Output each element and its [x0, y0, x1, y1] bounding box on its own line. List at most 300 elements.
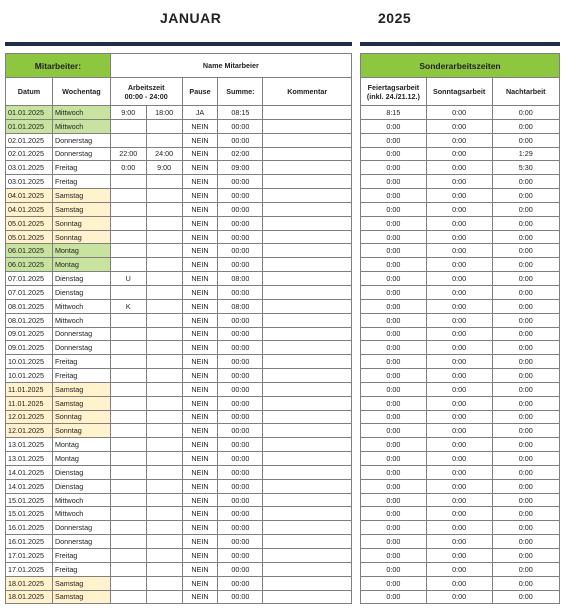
summe-cell[interactable]: 00:00 [218, 341, 263, 355]
feiertag-cell[interactable]: 0:00 [361, 119, 427, 133]
sonntag-cell[interactable]: 0:00 [426, 438, 492, 452]
pause-cell[interactable]: NEIN [182, 355, 218, 369]
nacht-cell[interactable]: 0:00 [492, 382, 559, 396]
start-time-cell[interactable] [110, 369, 146, 383]
summe-cell[interactable]: 00:00 [218, 493, 263, 507]
start-time-cell[interactable]: 22:00 [110, 147, 146, 161]
summe-cell[interactable]: 00:00 [218, 438, 263, 452]
end-time-cell[interactable] [146, 133, 182, 147]
end-time-cell[interactable] [146, 396, 182, 410]
sonntag-cell[interactable]: 0:00 [426, 507, 492, 521]
datum-cell[interactable]: 17.01.2025 [6, 549, 53, 563]
nacht-cell[interactable]: 0:00 [492, 175, 559, 189]
datum-cell[interactable]: 03.01.2025 [6, 175, 53, 189]
kommentar-cell[interactable] [263, 535, 352, 549]
start-time-cell[interactable] [110, 562, 146, 576]
pause-cell[interactable]: NEIN [182, 230, 218, 244]
feiertag-cell[interactable]: 0:00 [361, 576, 427, 590]
datum-cell[interactable]: 18.01.2025 [6, 576, 53, 590]
feiertag-cell[interactable]: 0:00 [361, 299, 427, 313]
pause-cell[interactable]: NEIN [182, 161, 218, 175]
feiertag-cell[interactable]: 0:00 [361, 479, 427, 493]
wochentag-cell[interactable]: Samstag [52, 382, 110, 396]
end-time-cell[interactable] [146, 438, 182, 452]
nacht-cell[interactable]: 0:00 [492, 230, 559, 244]
kommentar-cell[interactable] [263, 272, 352, 286]
summe-cell[interactable]: 09:00 [218, 161, 263, 175]
kommentar-cell[interactable] [263, 230, 352, 244]
end-time-cell[interactable] [146, 535, 182, 549]
summe-cell[interactable]: 00:00 [218, 355, 263, 369]
sonntag-cell[interactable]: 0:00 [426, 562, 492, 576]
summe-cell[interactable]: 00:00 [218, 313, 263, 327]
start-time-cell[interactable] [110, 493, 146, 507]
feiertag-cell[interactable]: 0:00 [361, 438, 427, 452]
feiertag-cell[interactable]: 0:00 [361, 410, 427, 424]
wochentag-cell[interactable]: Dienstag [52, 465, 110, 479]
summe-cell[interactable]: 00:00 [218, 175, 263, 189]
sonntag-cell[interactable]: 0:00 [426, 465, 492, 479]
kommentar-cell[interactable] [263, 424, 352, 438]
wochentag-cell[interactable]: Samstag [52, 202, 110, 216]
wochentag-cell[interactable]: Freitag [52, 175, 110, 189]
feiertag-cell[interactable]: 0:00 [361, 313, 427, 327]
sonntag-cell[interactable]: 0:00 [426, 549, 492, 563]
datum-cell[interactable]: 13.01.2025 [6, 452, 53, 466]
wochentag-cell[interactable]: Sonntag [52, 216, 110, 230]
summe-cell[interactable]: 00:00 [218, 285, 263, 299]
summe-cell[interactable]: 08:00 [218, 272, 263, 286]
pause-cell[interactable]: NEIN [182, 369, 218, 383]
sonntag-cell[interactable]: 0:00 [426, 106, 492, 120]
kommentar-cell[interactable] [263, 521, 352, 535]
end-time-cell[interactable] [146, 230, 182, 244]
sonntag-cell[interactable]: 0:00 [426, 272, 492, 286]
start-time-cell[interactable] [110, 133, 146, 147]
sonntag-cell[interactable]: 0:00 [426, 479, 492, 493]
kommentar-cell[interactable] [263, 438, 352, 452]
pause-cell[interactable]: NEIN [182, 438, 218, 452]
end-time-cell[interactable] [146, 202, 182, 216]
nacht-cell[interactable]: 0:00 [492, 465, 559, 479]
nacht-cell[interactable]: 0:00 [492, 133, 559, 147]
sonntag-cell[interactable]: 0:00 [426, 396, 492, 410]
wochentag-cell[interactable]: Mittwoch [52, 119, 110, 133]
kommentar-cell[interactable] [263, 119, 352, 133]
datum-cell[interactable]: 16.01.2025 [6, 521, 53, 535]
end-time-cell[interactable] [146, 216, 182, 230]
feiertag-cell[interactable]: 0:00 [361, 230, 427, 244]
summe-cell[interactable]: 00:00 [218, 576, 263, 590]
nacht-cell[interactable]: 0:00 [492, 424, 559, 438]
kommentar-cell[interactable] [263, 562, 352, 576]
kommentar-cell[interactable] [263, 479, 352, 493]
nacht-cell[interactable]: 0:00 [492, 189, 559, 203]
end-time-cell[interactable] [146, 272, 182, 286]
kommentar-cell[interactable] [263, 341, 352, 355]
datum-cell[interactable]: 05.01.2025 [6, 230, 53, 244]
kommentar-cell[interactable] [263, 369, 352, 383]
summe-cell[interactable]: 08:00 [218, 299, 263, 313]
wochentag-cell[interactable]: Sonntag [52, 230, 110, 244]
start-time-cell[interactable] [110, 465, 146, 479]
feiertag-cell[interactable]: 8:15 [361, 106, 427, 120]
end-time-cell[interactable] [146, 382, 182, 396]
nacht-cell[interactable]: 0:00 [492, 507, 559, 521]
sonntag-cell[interactable]: 0:00 [426, 410, 492, 424]
feiertag-cell[interactable]: 0:00 [361, 258, 427, 272]
summe-cell[interactable]: 00:00 [218, 452, 263, 466]
datum-cell[interactable]: 14.01.2025 [6, 479, 53, 493]
wochentag-cell[interactable]: Dienstag [52, 272, 110, 286]
pause-cell[interactable]: NEIN [182, 119, 218, 133]
kommentar-cell[interactable] [263, 355, 352, 369]
end-time-cell[interactable] [146, 424, 182, 438]
sonntag-cell[interactable]: 0:00 [426, 216, 492, 230]
wochentag-cell[interactable]: Samstag [52, 576, 110, 590]
start-time-cell[interactable] [110, 244, 146, 258]
end-time-cell[interactable] [146, 175, 182, 189]
start-time-cell[interactable] [110, 355, 146, 369]
sonntag-cell[interactable]: 0:00 [426, 133, 492, 147]
wochentag-cell[interactable]: Freitag [52, 549, 110, 563]
kommentar-cell[interactable] [263, 507, 352, 521]
kommentar-cell[interactable] [263, 175, 352, 189]
pause-cell[interactable]: NEIN [182, 175, 218, 189]
feiertag-cell[interactable]: 0:00 [361, 507, 427, 521]
pause-cell[interactable]: JA [182, 106, 218, 120]
start-time-cell[interactable] [110, 452, 146, 466]
datum-cell[interactable]: 15.01.2025 [6, 507, 53, 521]
feiertag-cell[interactable]: 0:00 [361, 465, 427, 479]
end-time-cell[interactable] [146, 119, 182, 133]
wochentag-cell[interactable]: Samstag [52, 590, 110, 604]
sonntag-cell[interactable]: 0:00 [426, 119, 492, 133]
nacht-cell[interactable]: 0:00 [492, 202, 559, 216]
wochentag-cell[interactable]: Mittwoch [52, 313, 110, 327]
summe-cell[interactable]: 00:00 [218, 410, 263, 424]
kommentar-cell[interactable] [263, 410, 352, 424]
wochentag-cell[interactable]: Freitag [52, 355, 110, 369]
kommentar-cell[interactable] [263, 549, 352, 563]
feiertag-cell[interactable]: 0:00 [361, 452, 427, 466]
end-time-cell[interactable]: 18:00 [146, 106, 182, 120]
datum-cell[interactable]: 11.01.2025 [6, 396, 53, 410]
wochentag-cell[interactable]: Montag [52, 258, 110, 272]
nacht-cell[interactable]: 0:00 [492, 521, 559, 535]
pause-cell[interactable]: NEIN [182, 382, 218, 396]
start-time-cell[interactable] [110, 327, 146, 341]
feiertag-cell[interactable]: 0:00 [361, 549, 427, 563]
nacht-cell[interactable]: 0:00 [492, 258, 559, 272]
summe-cell[interactable]: 00:00 [218, 535, 263, 549]
datum-cell[interactable]: 14.01.2025 [6, 465, 53, 479]
wochentag-cell[interactable]: Mittwoch [52, 493, 110, 507]
nacht-cell[interactable]: 0:00 [492, 479, 559, 493]
datum-cell[interactable]: 09.01.2025 [6, 327, 53, 341]
datum-cell[interactable]: 08.01.2025 [6, 313, 53, 327]
nacht-cell[interactable]: 0:00 [492, 119, 559, 133]
kommentar-cell[interactable] [263, 244, 352, 258]
sonntag-cell[interactable]: 0:00 [426, 355, 492, 369]
datum-cell[interactable]: 05.01.2025 [6, 216, 53, 230]
end-time-cell[interactable] [146, 258, 182, 272]
summe-cell[interactable]: 00:00 [218, 258, 263, 272]
summe-cell[interactable]: 00:00 [218, 479, 263, 493]
end-time-cell[interactable] [146, 507, 182, 521]
summe-cell[interactable]: 00:00 [218, 327, 263, 341]
datum-cell[interactable]: 12.01.2025 [6, 424, 53, 438]
datum-cell[interactable]: 04.01.2025 [6, 202, 53, 216]
start-time-cell[interactable] [110, 549, 146, 563]
pause-cell[interactable]: NEIN [182, 327, 218, 341]
nacht-cell[interactable]: 0:00 [492, 396, 559, 410]
nacht-cell[interactable]: 0:00 [492, 590, 559, 604]
datum-cell[interactable]: 07.01.2025 [6, 285, 53, 299]
nacht-cell[interactable]: 0:00 [492, 562, 559, 576]
datum-cell[interactable]: 16.01.2025 [6, 535, 53, 549]
pause-cell[interactable]: NEIN [182, 576, 218, 590]
end-time-cell[interactable]: 9:00 [146, 161, 182, 175]
sonntag-cell[interactable]: 0:00 [426, 202, 492, 216]
sonntag-cell[interactable]: 0:00 [426, 590, 492, 604]
kommentar-cell[interactable] [263, 285, 352, 299]
start-time-cell[interactable] [110, 396, 146, 410]
start-time-cell[interactable] [110, 438, 146, 452]
start-time-cell[interactable] [110, 202, 146, 216]
start-time-cell[interactable] [110, 590, 146, 604]
sonntag-cell[interactable]: 0:00 [426, 452, 492, 466]
kommentar-cell[interactable] [263, 161, 352, 175]
summe-cell[interactable]: 00:00 [218, 549, 263, 563]
summe-cell[interactable]: 00:00 [218, 369, 263, 383]
pause-cell[interactable]: NEIN [182, 202, 218, 216]
wochentag-cell[interactable]: Freitag [52, 562, 110, 576]
kommentar-cell[interactable] [263, 590, 352, 604]
sonntag-cell[interactable]: 0:00 [426, 341, 492, 355]
datum-cell[interactable]: 17.01.2025 [6, 562, 53, 576]
wochentag-cell[interactable]: Freitag [52, 161, 110, 175]
datum-cell[interactable]: 06.01.2025 [6, 244, 53, 258]
pause-cell[interactable]: NEIN [182, 424, 218, 438]
datum-cell[interactable]: 07.01.2025 [6, 272, 53, 286]
summe-cell[interactable]: 00:00 [218, 465, 263, 479]
end-time-cell[interactable] [146, 562, 182, 576]
end-time-cell[interactable] [146, 576, 182, 590]
end-time-cell[interactable] [146, 244, 182, 258]
start-time-cell[interactable] [110, 479, 146, 493]
summe-cell[interactable]: 00:00 [218, 133, 263, 147]
start-time-cell[interactable] [110, 175, 146, 189]
pause-cell[interactable]: NEIN [182, 535, 218, 549]
start-time-cell[interactable] [110, 382, 146, 396]
summe-cell[interactable]: 00:00 [218, 189, 263, 203]
wochentag-cell[interactable]: Montag [52, 244, 110, 258]
end-time-cell[interactable] [146, 493, 182, 507]
nacht-cell[interactable]: 0:00 [492, 327, 559, 341]
start-time-cell[interactable] [110, 258, 146, 272]
datum-cell[interactable]: 01.01.2025 [6, 106, 53, 120]
sonntag-cell[interactable]: 0:00 [426, 521, 492, 535]
end-time-cell[interactable] [146, 590, 182, 604]
nacht-cell[interactable]: 0:00 [492, 452, 559, 466]
pause-cell[interactable]: NEIN [182, 452, 218, 466]
wochentag-cell[interactable]: Dienstag [52, 479, 110, 493]
start-time-cell[interactable]: 9:00 [110, 106, 146, 120]
end-time-cell[interactable] [146, 341, 182, 355]
sonntag-cell[interactable]: 0:00 [426, 147, 492, 161]
wochentag-cell[interactable]: Dienstag [52, 285, 110, 299]
datum-cell[interactable]: 02.01.2025 [6, 133, 53, 147]
feiertag-cell[interactable]: 0:00 [361, 147, 427, 161]
wochentag-cell[interactable]: Donnerstag [52, 341, 110, 355]
feiertag-cell[interactable]: 0:00 [361, 202, 427, 216]
start-time-cell[interactable] [110, 410, 146, 424]
summe-cell[interactable]: 00:00 [218, 507, 263, 521]
pause-cell[interactable]: NEIN [182, 493, 218, 507]
start-time-cell[interactable]: U [110, 272, 146, 286]
pause-cell[interactable]: NEIN [182, 521, 218, 535]
datum-cell[interactable]: 06.01.2025 [6, 258, 53, 272]
nacht-cell[interactable]: 0:00 [492, 576, 559, 590]
datum-cell[interactable]: 09.01.2025 [6, 341, 53, 355]
wochentag-cell[interactable]: Montag [52, 438, 110, 452]
pause-cell[interactable]: NEIN [182, 285, 218, 299]
pause-cell[interactable]: NEIN [182, 189, 218, 203]
start-time-cell[interactable]: 0:00 [110, 161, 146, 175]
sonntag-cell[interactable]: 0:00 [426, 382, 492, 396]
datum-cell[interactable]: 10.01.2025 [6, 355, 53, 369]
datum-cell[interactable]: 01.01.2025 [6, 119, 53, 133]
nacht-cell[interactable]: 0:00 [492, 216, 559, 230]
datum-cell[interactable]: 10.01.2025 [6, 369, 53, 383]
feiertag-cell[interactable]: 0:00 [361, 216, 427, 230]
start-time-cell[interactable] [110, 230, 146, 244]
start-time-cell[interactable] [110, 576, 146, 590]
wochentag-cell[interactable]: Donnerstag [52, 521, 110, 535]
summe-cell[interactable]: 00:00 [218, 244, 263, 258]
pause-cell[interactable]: NEIN [182, 258, 218, 272]
start-time-cell[interactable]: K [110, 299, 146, 313]
summe-cell[interactable]: 00:00 [218, 230, 263, 244]
feiertag-cell[interactable]: 0:00 [361, 161, 427, 175]
datum-cell[interactable]: 12.01.2025 [6, 410, 53, 424]
kommentar-cell[interactable] [263, 313, 352, 327]
pause-cell[interactable]: NEIN [182, 479, 218, 493]
kommentar-cell[interactable] [263, 576, 352, 590]
pause-cell[interactable]: NEIN [182, 244, 218, 258]
summe-cell[interactable]: 00:00 [218, 119, 263, 133]
sonntag-cell[interactable]: 0:00 [426, 299, 492, 313]
feiertag-cell[interactable]: 0:00 [361, 369, 427, 383]
wochentag-cell[interactable]: Mittwoch [52, 106, 110, 120]
end-time-cell[interactable] [146, 549, 182, 563]
wochentag-cell[interactable]: Mittwoch [52, 299, 110, 313]
kommentar-cell[interactable] [263, 382, 352, 396]
pause-cell[interactable]: NEIN [182, 396, 218, 410]
end-time-cell[interactable] [146, 313, 182, 327]
summe-cell[interactable]: 00:00 [218, 590, 263, 604]
kommentar-cell[interactable] [263, 493, 352, 507]
sonntag-cell[interactable]: 0:00 [426, 189, 492, 203]
kommentar-cell[interactable] [263, 327, 352, 341]
start-time-cell[interactable] [110, 507, 146, 521]
nacht-cell[interactable]: 0:00 [492, 438, 559, 452]
wochentag-cell[interactable]: Freitag [52, 369, 110, 383]
feiertag-cell[interactable]: 0:00 [361, 272, 427, 286]
summe-cell[interactable]: 08:15 [218, 106, 263, 120]
nacht-cell[interactable]: 0:00 [492, 355, 559, 369]
start-time-cell[interactable] [110, 216, 146, 230]
wochentag-cell[interactable]: Montag [52, 452, 110, 466]
end-time-cell[interactable] [146, 452, 182, 466]
feiertag-cell[interactable]: 0:00 [361, 244, 427, 258]
end-time-cell[interactable] [146, 521, 182, 535]
start-time-cell[interactable] [110, 341, 146, 355]
feiertag-cell[interactable]: 0:00 [361, 590, 427, 604]
nacht-cell[interactable]: 0:00 [492, 244, 559, 258]
sonntag-cell[interactable]: 0:00 [426, 313, 492, 327]
wochentag-cell[interactable]: Sonntag [52, 424, 110, 438]
nacht-cell[interactable]: 5:30 [492, 161, 559, 175]
end-time-cell[interactable] [146, 355, 182, 369]
datum-cell[interactable]: 13.01.2025 [6, 438, 53, 452]
feiertag-cell[interactable]: 0:00 [361, 493, 427, 507]
summe-cell[interactable]: 00:00 [218, 216, 263, 230]
feiertag-cell[interactable]: 0:00 [361, 521, 427, 535]
sonntag-cell[interactable]: 0:00 [426, 576, 492, 590]
pause-cell[interactable]: NEIN [182, 590, 218, 604]
feiertag-cell[interactable]: 0:00 [361, 382, 427, 396]
sonntag-cell[interactable]: 0:00 [426, 327, 492, 341]
wochentag-cell[interactable]: Mittwoch [52, 507, 110, 521]
sonntag-cell[interactable]: 0:00 [426, 369, 492, 383]
wochentag-cell[interactable]: Donnerstag [52, 327, 110, 341]
sonntag-cell[interactable]: 0:00 [426, 285, 492, 299]
pause-cell[interactable]: NEIN [182, 562, 218, 576]
nacht-cell[interactable]: 0:00 [492, 106, 559, 120]
kommentar-cell[interactable] [263, 106, 352, 120]
summe-cell[interactable]: 00:00 [218, 202, 263, 216]
feiertag-cell[interactable]: 0:00 [361, 424, 427, 438]
end-time-cell[interactable] [146, 369, 182, 383]
datum-cell[interactable]: 02.01.2025 [6, 147, 53, 161]
nacht-cell[interactable]: 0:00 [492, 285, 559, 299]
end-time-cell[interactable] [146, 410, 182, 424]
datum-cell[interactable]: 08.01.2025 [6, 299, 53, 313]
sonntag-cell[interactable]: 0:00 [426, 161, 492, 175]
feiertag-cell[interactable]: 0:00 [361, 535, 427, 549]
pause-cell[interactable]: NEIN [182, 216, 218, 230]
nacht-cell[interactable]: 0:00 [492, 272, 559, 286]
kommentar-cell[interactable] [263, 133, 352, 147]
pause-cell[interactable]: NEIN [182, 313, 218, 327]
pause-cell[interactable]: NEIN [182, 410, 218, 424]
kommentar-cell[interactable] [263, 465, 352, 479]
end-time-cell[interactable] [146, 465, 182, 479]
kommentar-cell[interactable] [263, 396, 352, 410]
summe-cell[interactable]: 00:00 [218, 396, 263, 410]
pause-cell[interactable]: NEIN [182, 272, 218, 286]
feiertag-cell[interactable]: 0:00 [361, 285, 427, 299]
feiertag-cell[interactable]: 0:00 [361, 327, 427, 341]
end-time-cell[interactable] [146, 299, 182, 313]
sonntag-cell[interactable]: 0:00 [426, 424, 492, 438]
feiertag-cell[interactable]: 0:00 [361, 175, 427, 189]
nacht-cell[interactable]: 1:29 [492, 147, 559, 161]
feiertag-cell[interactable]: 0:00 [361, 396, 427, 410]
nacht-cell[interactable]: 0:00 [492, 299, 559, 313]
